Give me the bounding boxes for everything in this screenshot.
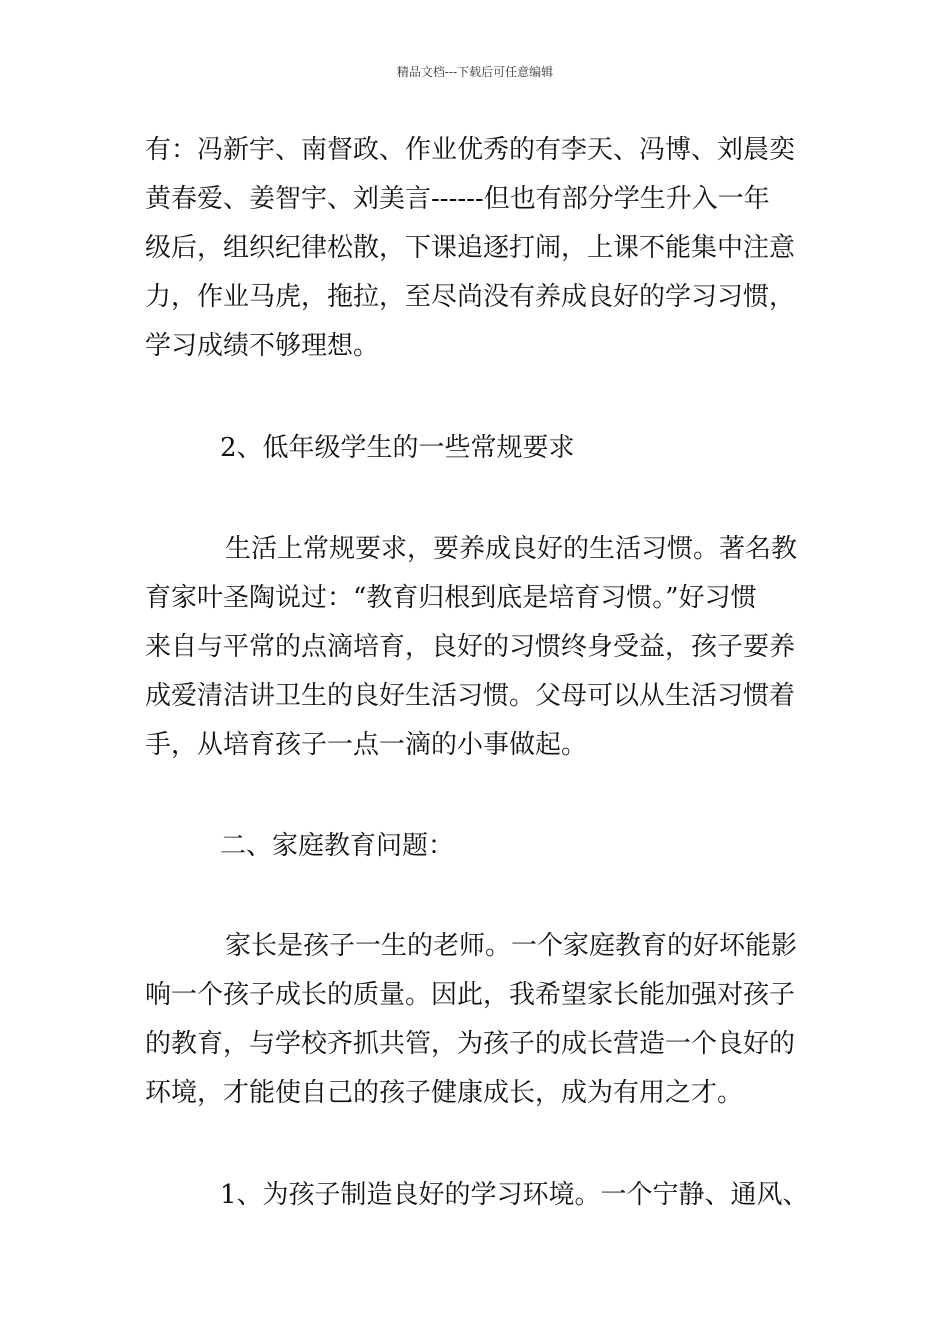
paragraph-first-line: 家长是孩子一生的老师。一个家庭教育的好坏能影 [225,931,798,961]
text-line: 学习成绩不够理想。 [145,331,380,361]
paragraph-first-line: 生活上常规要求，要养成良好的生活习惯。著名教 [225,534,798,564]
text-line: 育家叶圣陶说过：“教育归根到底是培育习惯。”好习惯 [145,583,757,613]
text-line: 力，作业马虎，拖拉，至尽尚没有养成良好的学习习惯， [145,282,796,312]
section-heading: 2、低年级学生的一些常规要求 [220,433,575,463]
paragraph-first-line: 1、为孩子制造良好的学习环境。一个宁静、通风、 [220,1180,809,1210]
text-line: 黄春爱、姜智宇、刘美言------但也有部分学生升入一年 [145,184,770,214]
page-header: 精品文档---下载后可任意编辑 [396,65,554,79]
text-line: 级后，组织纪律松散，下课追逐打闹，上课不能集中注意 [145,233,796,263]
text-line: 成爱清洁讲卫生的良好生活习惯。父母可以从生活习惯着 [145,681,796,711]
text-line: 环境，才能使自己的孩子健康成长，成为有用之才。 [145,1078,744,1108]
text-line: 有：冯新宇、南督政、作业优秀的有李天、冯博、刘晨奕 [145,135,796,165]
text-line: 的教育，与学校齐抓共管，为孩子的成长营造一个良好的 [145,1029,796,1059]
section-heading: 二、家庭教育问题： [220,831,455,861]
text-line: 手，从培育孩子一点一滴的小事做起。 [145,730,588,760]
text-line: 响一个孩子成长的质量。因此，我希望家长能加强对孩子 [145,980,796,1010]
text-line: 来自与平常的点滴培育，良好的习惯终身受益，孩子要养 [145,632,796,662]
